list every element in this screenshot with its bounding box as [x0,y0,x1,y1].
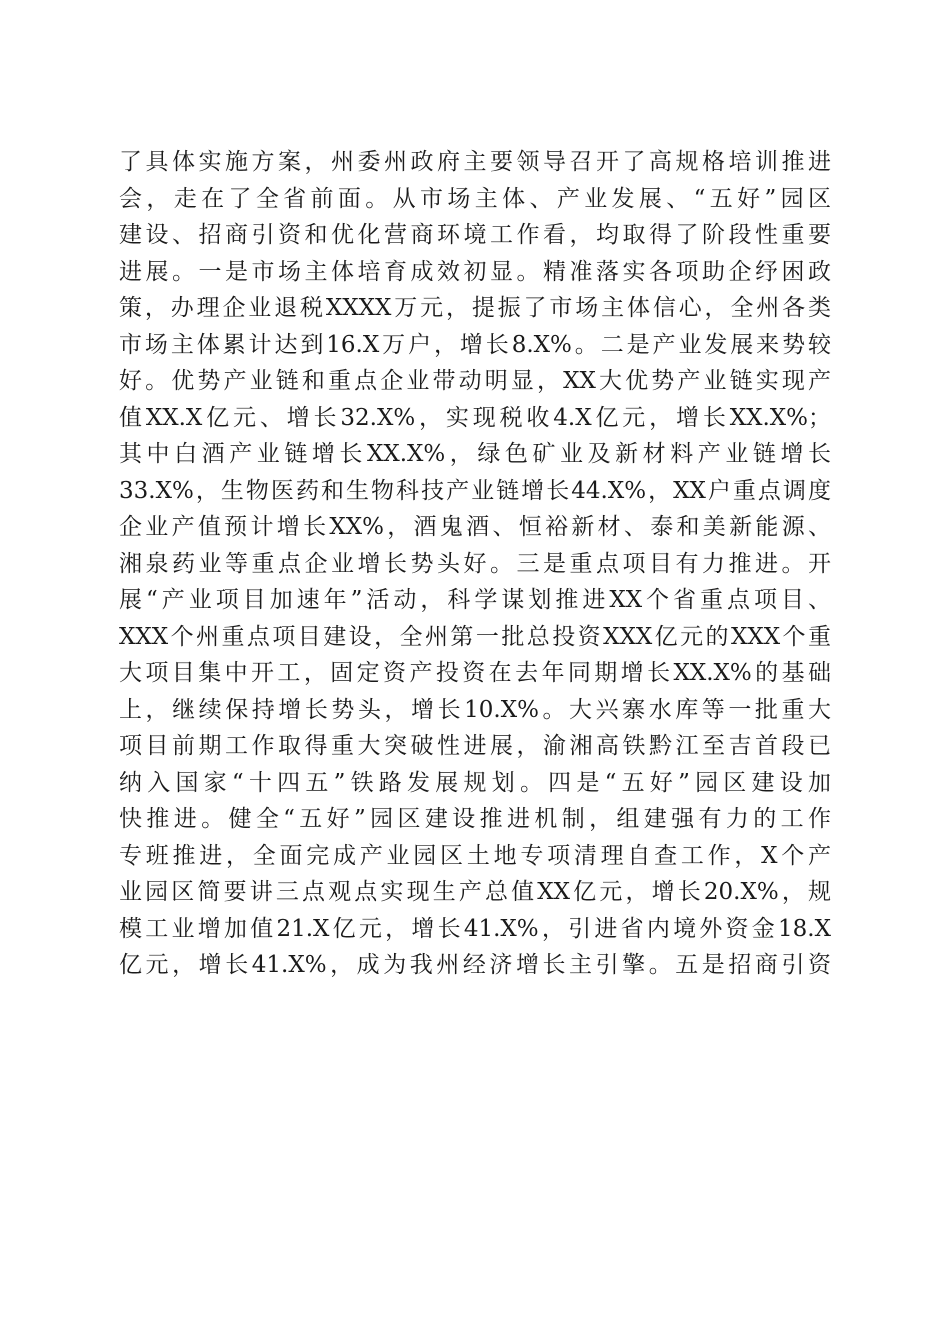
text-line: 企业产值预计增长XX%，酒鬼酒、恒裕新材、泰和美新能源、 [119,514,831,540]
text-line: XXX个州重点项目建设，全州第一批总投资XXX亿元的XXX个重 [119,623,831,650]
text-line: 大项目集中开工，固定资产投资在去年同期增长XX.X%的基础 [119,660,831,686]
text-line: 好。优势产业链和重点企业带动明显，XX大优势产业链实现产 [119,368,831,394]
text-line: 其中白酒产业链增长XX.X%，绿色矿业及新材料产业链增长 [119,441,831,467]
text-line: 专班推进，全面完成产业园区土地专项清理自查工作，X个产 [119,842,831,869]
text-line: 模工业增加值21.X亿元，增长41.X%，引进省内境外资金18.X [119,915,831,942]
text-line: 市场主体累计达到16.X万户，增长8.X%。二是产业发展来势较 [119,331,831,358]
text-line: 上，继续保持增长势头，增长10.X%。大兴寨水库等一批重大 [119,696,831,723]
text-line: 策，办理企业退税XXXX万元，提振了市场主体信心，全州各类 [119,295,831,321]
text-line: 湘泉药业等重点企业增长势头好。三是重点项目有力推进。开 [119,550,831,577]
text-line: 纳入国家“十四五”铁路发展规划。四是“五好”园区建设加 [119,769,831,796]
text-line: 展“产业项目加速年”活动，科学谋划推进XX个省重点项目、 [119,587,831,613]
body-paragraph [119,144,831,984]
text-line: 快推进。健全“五好”园区建设推进机制，组建强有力的工作 [119,806,831,832]
text-line: 会，走在了全省前面。从市场主体、产业发展、“五好”园区 [119,185,831,212]
text-line: 了具体实施方案，州委州政府主要领导召开了高规格培训推进 [119,149,831,175]
text-line: 进展。一是市场主体培育成效初显。精准落实各项助企纾困政 [119,258,831,285]
text-line: 值XX.X亿元、增长32.X%，实现税收4.X亿元，增长XX.X%； [119,404,831,431]
text-line: 业园区简要讲三点观点实现生产总值XX亿元，增长20.X%，规 [119,879,831,905]
text-line: 项目前期工作取得重大突破性进展，渝湘高铁黔江至吉首段已 [119,733,831,759]
text-line: 亿元，增长41.X%，成为我州经济增长主引擎。五是招商引资 [119,952,831,978]
text-line: 33.X%，生物医药和生物科技产业链增长44.X%，XX户重点调度 [119,477,831,504]
text-line: 建设、招商引资和优化营商环境工作看，均取得了阶段性重要 [119,222,831,248]
